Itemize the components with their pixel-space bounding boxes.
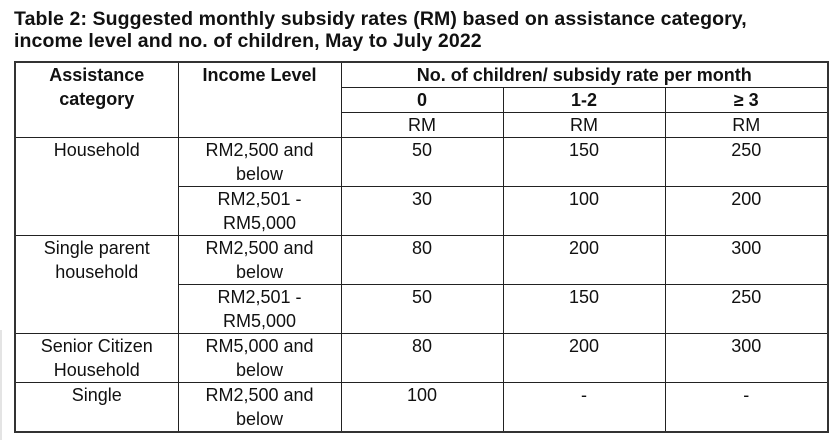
unit-label: RM xyxy=(665,113,828,138)
rate-cell: 200 xyxy=(665,187,828,236)
income-cell: RM5,000 and below xyxy=(178,334,341,383)
rate-cell: 300 xyxy=(665,334,828,383)
income-cell: RM2,500 and below xyxy=(178,138,341,187)
rate-cell: 100 xyxy=(341,383,503,433)
rate-cell: 200 xyxy=(503,236,665,285)
income-cell: RM2,501 - RM5,000 xyxy=(178,187,341,236)
rate-cell: 150 xyxy=(503,138,665,187)
income-cell: RM2,500 and below xyxy=(178,383,341,433)
header-children-0: 0 xyxy=(341,88,503,113)
header-children-group: No. of children/ subsidy rate per month xyxy=(341,62,828,88)
header-children-3-plus: ≥ 3 xyxy=(665,88,828,113)
category-cell: Senior Citizen Household xyxy=(15,334,178,383)
header-income-level: Income Level xyxy=(178,62,341,138)
rate-cell: 50 xyxy=(341,285,503,334)
table-row xyxy=(15,383,828,433)
table-row xyxy=(15,236,828,285)
left-edge-artifact xyxy=(0,330,2,440)
rate-cell: - xyxy=(503,383,665,433)
rate-cell: 30 xyxy=(341,187,503,236)
income-cell: RM2,500 and below xyxy=(178,236,341,285)
rate-cell: 100 xyxy=(503,187,665,236)
unit-label: RM xyxy=(341,113,503,138)
rate-cell: 150 xyxy=(503,285,665,334)
rate-cell: 80 xyxy=(341,236,503,285)
caption-line-1: Table 2: Suggested monthly subsidy rates (RM) based on assistance category, xyxy=(14,8,747,30)
category-cell: Single parent household xyxy=(15,236,178,334)
income-cell: RM2,501 - RM5,000 xyxy=(178,285,341,334)
header-row-1 xyxy=(15,62,828,88)
table-row xyxy=(15,138,828,187)
rate-cell: 250 xyxy=(665,285,828,334)
rate-cell: 200 xyxy=(503,334,665,383)
table-caption xyxy=(14,8,834,52)
rate-cell: 250 xyxy=(665,138,828,187)
header-assistance-category: Assistance category xyxy=(15,62,178,138)
header-children-1-2: 1-2 xyxy=(503,88,665,113)
caption-line-2: income level and no. of children, May to July 2022 xyxy=(14,30,482,52)
rate-cell: 50 xyxy=(341,138,503,187)
rate-cell: 80 xyxy=(341,334,503,383)
rate-cell: 300 xyxy=(665,236,828,285)
category-cell: Single xyxy=(15,383,178,433)
rate-cell: - xyxy=(665,383,828,433)
category-cell: Household xyxy=(15,138,178,236)
table-row xyxy=(15,334,828,383)
subsidy-rates-table xyxy=(14,61,829,433)
unit-label: RM xyxy=(503,113,665,138)
